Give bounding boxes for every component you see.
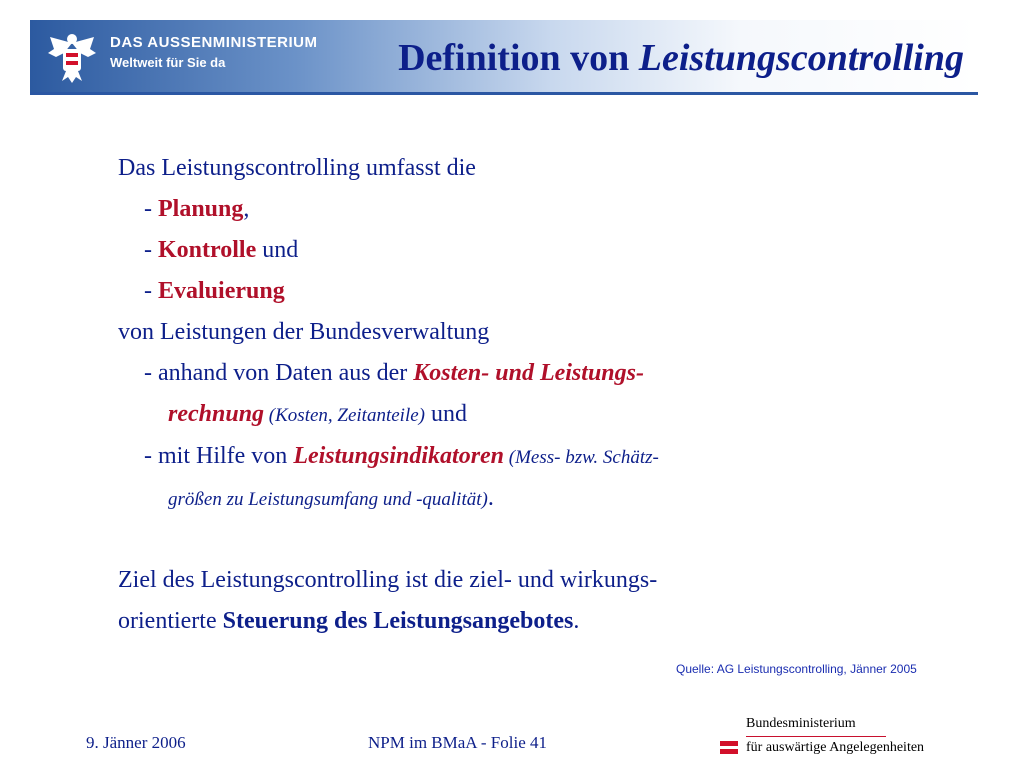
- list-item-kontrolle: [118, 230, 918, 271]
- intro-line: Das Leistungscontrolling umfasst die: [118, 155, 476, 181]
- goal-bold: Steuerung des Leistungsangebotes: [222, 608, 574, 634]
- header-banner: [30, 20, 978, 95]
- item-kontrolle-suffix: und: [256, 237, 299, 263]
- sub-item-2-cont: [118, 478, 918, 520]
- footer-slide-number: NPM im BMaA - Folie 41: [368, 733, 547, 752]
- ministry-divider: [746, 736, 886, 737]
- item-evaluierung: Evaluierung: [158, 278, 285, 304]
- sub-item-2-note-2: größen zu Leistungsumfang und -qualität): [168, 489, 488, 510]
- sub-item-1-note: (Kosten, Zeitanteile): [264, 405, 425, 426]
- title-plain: Definition von: [398, 37, 639, 79]
- austrian-eagle-icon: [44, 27, 100, 85]
- item-planung: Planung: [158, 196, 244, 222]
- von-line: von Leistungen der Bundesverwaltung: [118, 319, 490, 345]
- spacer: [118, 520, 918, 560]
- sub-item-1: [118, 353, 918, 394]
- sub-item-2-end: .: [487, 485, 494, 511]
- goal-end: .: [573, 608, 580, 634]
- austrian-flag-icon: [720, 739, 738, 755]
- item-kontrolle: Kontrolle: [158, 237, 257, 263]
- item-planung-suffix: ,: [243, 196, 250, 222]
- sub-item-1-prefix: - anhand von Daten aus der: [144, 360, 414, 386]
- sub-item-1-highlight-2: rechnung: [168, 401, 265, 427]
- title-italic: Leistungscontrolling: [638, 37, 964, 79]
- ministry-line-2: für auswärtige Angelegenheiten: [746, 740, 925, 755]
- goal-line-1: Ziel des Leistungscontrolling ist die ziel- und wirkungs-: [118, 567, 658, 593]
- sub-item-2-highlight: Leistungsindikatoren: [293, 443, 505, 469]
- page-title: [398, 36, 964, 80]
- footer-date: 9. Jänner 2006: [86, 733, 186, 752]
- sub-item-2-prefix: - mit Hilfe von: [144, 443, 294, 469]
- sub-item-1-suffix: und: [425, 401, 467, 427]
- slide-body: [118, 148, 918, 642]
- banner-line-2: Weltweit für Sie da: [110, 55, 226, 70]
- goal-line-2: [118, 601, 918, 642]
- ministry-line-1: Bundesministerium: [746, 716, 856, 731]
- list-item-evaluierung: [118, 271, 918, 312]
- ministry-logo: [720, 716, 960, 760]
- dash: -: [144, 237, 158, 263]
- list-item-planung: [118, 189, 918, 230]
- source-note: Quelle: AG Leistungscontrolling, Jänner 2005: [676, 662, 917, 676]
- sub-item-2-note: (Mess- bzw. Schätz-: [504, 447, 659, 468]
- sub-item-1-highlight: Kosten- und Leistungs-: [413, 360, 644, 386]
- sub-item-1-cont: [118, 394, 918, 436]
- dash: -: [144, 278, 158, 304]
- sub-item-2: [118, 436, 918, 478]
- goal-prefix: orientierte: [118, 608, 223, 634]
- banner-line-1: DAS AUSSENMINISTERIUM: [110, 34, 318, 51]
- dash: -: [144, 196, 158, 222]
